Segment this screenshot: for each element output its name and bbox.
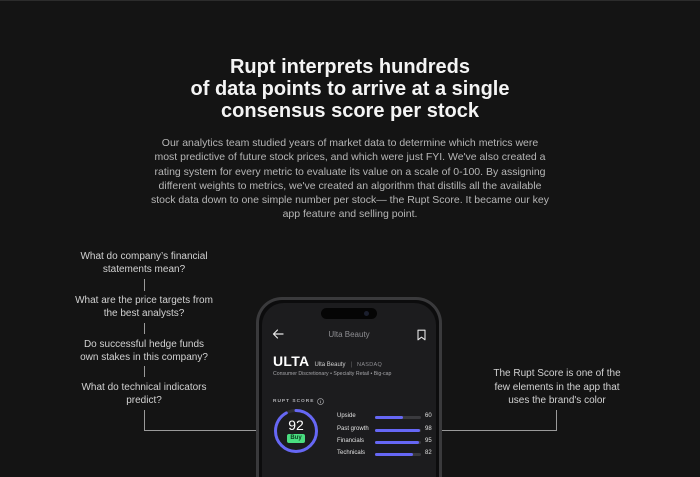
bookmark-icon[interactable] (416, 329, 427, 341)
metric-value: 98 (425, 426, 432, 432)
metric-bar-track (375, 441, 421, 444)
question-technical-indicators: What do technical indicators predict? (81, 382, 207, 406)
rupt-score-note: The Rupt Score is one of the few elements in the app that uses the brand's color (493, 368, 621, 406)
metric-bar-fill (375, 453, 413, 456)
metric-row-technicals (337, 450, 436, 460)
metric-name: Technicals (337, 450, 366, 456)
rupt-score-label-text: RUPT SCORE (273, 399, 315, 404)
metric-row-past-growth (337, 426, 436, 436)
metric-bar-track (375, 416, 421, 419)
metric-name: Financials (337, 438, 365, 444)
exchange-name: NASDAQ (357, 362, 383, 368)
metric-row-upside (337, 413, 436, 423)
page-headline: Rupt interprets hundreds of data points to arrive at a single consensus score per stock (190, 56, 510, 122)
phone-mockup (256, 297, 442, 477)
camera-dot (364, 311, 369, 316)
metric-value: 82 (425, 450, 432, 456)
sector-tags: Consumer Discretionary • Specialty Retail • Big-cap (273, 371, 392, 377)
separator: | (350, 362, 353, 368)
question-hedge-funds: Do successful hedge funds own stakes in this company? (80, 339, 208, 363)
question-financial-statements: What do company’s financial statements mean? (80, 251, 208, 275)
metric-name: Past growth (337, 426, 369, 432)
connector-line (144, 366, 145, 377)
question-price-targets: What are the price targets from the best analysts? (75, 295, 213, 319)
top-divider (0, 0, 700, 1)
intro-paragraph: Our analytics team studied years of market data to determine which metrics were most predictive of future stock prices, and which were just FYI. We've also created a rating system for every metric to evaluate its value on a scale of 0-100. By assigning different weights to metrics, we've created an algorithm that distills all the available stock data down to one simple number per stock— the Rupt Score. It became our key app feature and selling point. (150, 137, 550, 221)
connector-line (144, 279, 145, 291)
arrow-left-icon[interactable] (271, 327, 285, 341)
metric-bar-fill (375, 416, 403, 419)
metric-bar-track (375, 453, 421, 456)
metric-bar-fill (375, 441, 419, 444)
connector-line (144, 430, 268, 431)
rating-badge: Buy (287, 434, 305, 443)
phone-screen (262, 303, 436, 477)
connector-line (432, 430, 557, 431)
metric-value: 60 (425, 413, 432, 419)
metric-value: 95 (425, 438, 432, 444)
company-name: Ulta Beauty (314, 362, 346, 368)
ticker-symbol: ULTA (273, 353, 310, 369)
connector-line (144, 410, 145, 430)
nav-title: Ulta Beauty (328, 330, 370, 339)
dynamic-island (321, 308, 377, 319)
ticker-header (273, 353, 382, 369)
metric-bar-fill (375, 429, 420, 432)
metric-row-financials (337, 438, 436, 448)
connector-line (144, 323, 145, 334)
rupt-score-label (273, 398, 324, 405)
info-icon[interactable] (317, 398, 324, 405)
metric-bar-track (375, 429, 421, 432)
rupt-score-value: 92 (288, 417, 304, 433)
connector-line (556, 410, 557, 430)
metric-name: Upside (337, 413, 356, 419)
